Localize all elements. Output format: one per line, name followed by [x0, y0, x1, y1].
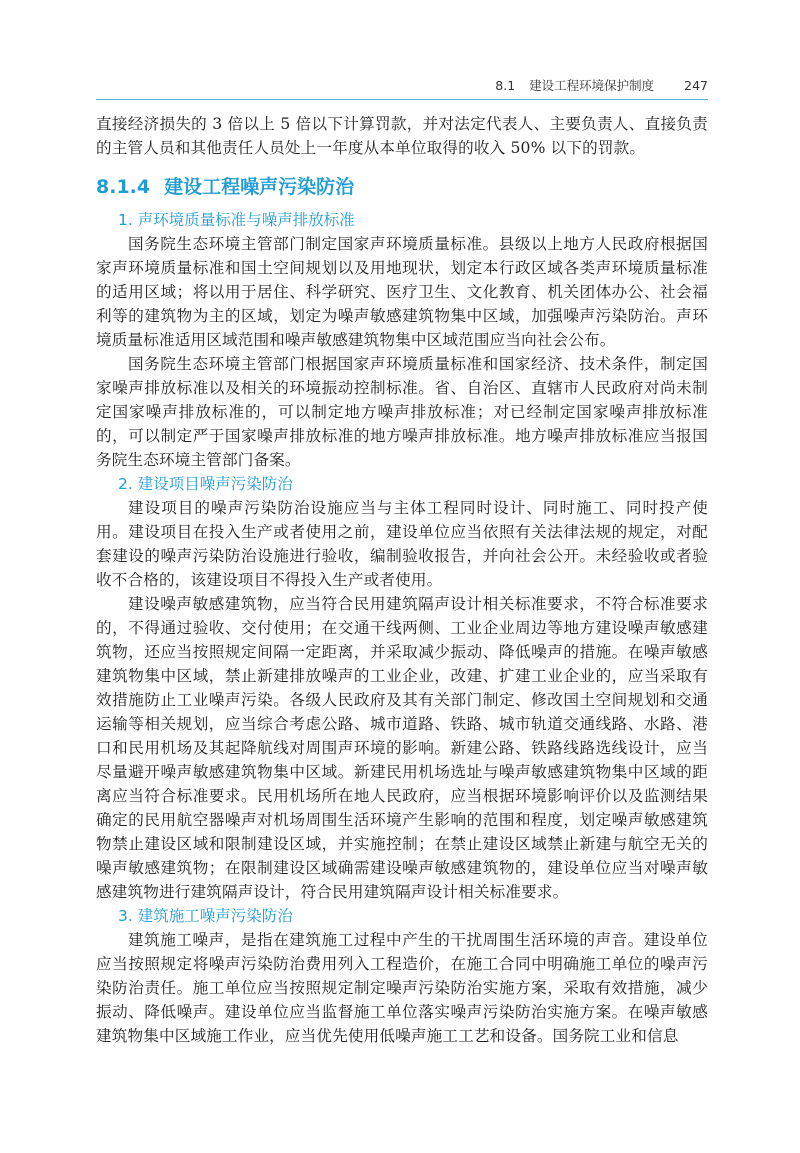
header-rule — [96, 99, 708, 100]
subsection-heading-2: 2. 建设项目噪声污染防治 — [118, 475, 293, 493]
paragraph-1-1: 国务院生态环境主管部门制定国家声环境质量标准。县级以上地方人民政府根据国家声环境质量标准和国土空间规划以及用地现状，划定本行政区域各类声环境质量标准的适用区域；将以用于居住、科学研究、医疗卫生、文化教育、机关团体办公、社会福利等的建筑物为主的区域，划定为噪声敏感建筑物集中区域，加强噪声污染防治。声环境质量标准适用区域范围和噪声敏感建筑物集中区域范围应当向社会公布。 — [96, 235, 708, 349]
header-section-title: 建设工程环境保护制度 — [529, 78, 655, 93]
running-head — [96, 76, 708, 98]
intro-paragraph: 直接经济损失的 3 倍以上 5 倍以下计算罚款，并对法定代表人、主要负责人、直接负责的主管人员和其他责任人员处上一年度从本单位取得的收入 50% 以下的罚款。 — [96, 115, 708, 157]
paragraph-1-2: 国务院生态环境主管部门根据国家声环境质量标准和国家经济、技术条件，制定国家噪声排放标准以及相关的环境振动控制标准。省、自治区、直辖市人民政府对尚未制定国家噪声排放标准的，可以制定地方噪声排放标准；对已经制定国家噪声排放标准的，可以制定严于国家噪声排放标准的地方噪声排放标准。地方噪声排放标准应当报国务院生态环境主管部门备案。 — [96, 355, 708, 469]
page-number: 247 — [684, 78, 708, 93]
header-section-number: 8.1 — [495, 78, 516, 93]
section-number: 8.1.4 — [96, 176, 151, 198]
paragraph-2-1: 建设项目的噪声污染防治设施应当与主体工程同时设计、同时施工、同时投产使用。建设项目在投入生产或者使用之前，建设单位应当依照有关法律法规的规定，对配套建设的噪声污染防治设施进行验收，编制验收报告，并向社会公开。未经验收或者验收不合格的，该建设项目不得投入生产或者使用。 — [96, 499, 708, 589]
subsection-heading-3: 3. 建筑施工噪声污染防治 — [118, 907, 293, 925]
page-body — [96, 112, 708, 1048]
section-title: 建设工程噪声污染防治 — [164, 176, 355, 198]
subsection-heading-1: 1. 声环境质量标准与噪声排放标准 — [118, 211, 355, 229]
paragraph-3-1: 建筑施工噪声，是指在建筑施工过程中产生的干扰周围生活环境的声音。建设单位应当按照规定将噪声污染防治费用列入工程造价，在施工合同中明确施工单位的噪声污染防治责任。施工单位应当按照规定制定噪声污染防治实施方案，采取有效措施，减少振动、降低噪声。建设单位应当监督施工单位落实噪声污染防治实施方案。在噪声敏感建筑物集中区域施工作业，应当优先使用低噪声施工工艺和设备。国务院工业和信息 — [96, 931, 708, 1045]
paragraph-2-2: 建设噪声敏感建筑物，应当符合民用建筑隔声设计相关标准要求，不符合标准要求的，不得通过验收、交付使用；在交通干线两侧、工业企业周边等地方建设噪声敏感建筑物，还应当按照规定间隔一定距离，并采取减少振动、降低噪声的措施。在噪声敏感建筑物集中区域，禁止新建排放噪声的工业企业，改建、扩建工业企业的，应当采取有效措施防止工业噪声污染。各级人民政府及其有关部门制定、修改国土空间规划和交通运输等相关规划，应当综合考虑公路、城市道路、铁路、城市轨道交通线路、水路、港口和民用机场及其起降航线对周围声环境的影响。新建公路、铁路线路选线设计，应当尽量避开噪声敏感建筑物集中区域。新建民用机场选址与噪声敏感建筑物集中区域的距离应当符合标准要求。民用机场所在地人民政府，应当根据环境影响评价以及监测结果确定的民用航空器噪声对机场周围生活环境产生影响的范围和程度，划定噪声敏感建筑物禁止建设区域和限制建设区域，并实施控制；在禁止建设区域禁止新建与航空无关的噪声敏感建筑物；在限制建设区域确需建设噪声敏感建筑物的，建设单位应当对噪声敏感建筑物进行建筑隔声设计，符合民用建筑隔声设计相关标准要求。 — [96, 595, 708, 901]
section-heading — [96, 174, 708, 200]
